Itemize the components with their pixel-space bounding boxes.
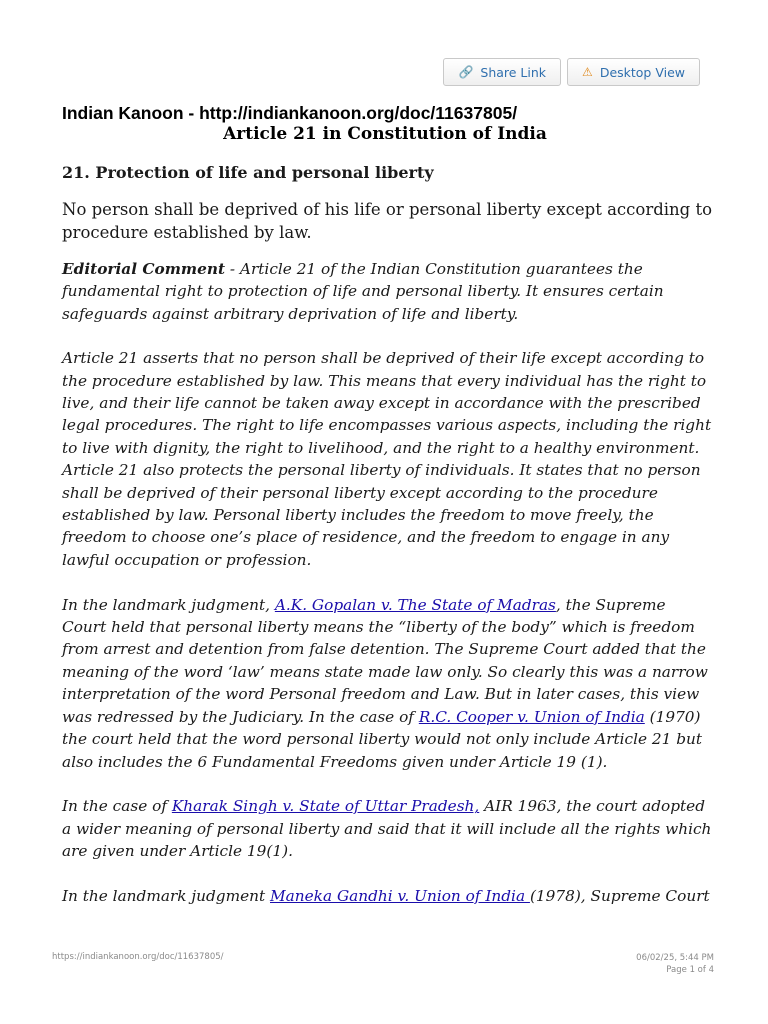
para4-text-b: AIR 1963, the court adopted a wider meaning of personal liberty and said that it will include all the rights which are given under Article 19(1). — [62, 797, 712, 861]
article-body — [62, 162, 714, 930]
footer-datetime: 06/02/25, 5:44 PM — [636, 953, 714, 963]
para5-text-b: (1978), Supreme Court — [529, 886, 710, 905]
editorial-comment — [62, 258, 714, 907]
share-link-label: Share Link — [480, 64, 547, 80]
document-title: Article 21 in Constitution of India — [223, 124, 547, 144]
paragraph-right-to-life: Article 21 asserts that no person shall be deprived of their life except according to the procedure established by law. This means that every individual has the right to live, and their life cannot be taken away except in accordance with the prescribed legal procedures. The right to life encompasses various aspects, including the right to live with dignity, the right to livelihood, and the right to a healthy environment. Article 21 also protects the personal liberty of individuals. It states that no person shall be deprived of their personal liberty except according to the procedure established by law. Personal liberty includes the freedom to move freely, the freedom to choose one’s place of residence, and the freedom to engage in any lawful occupation or profession. — [62, 349, 712, 569]
editorial-paragraph — [62, 258, 714, 325]
article-text: No person shall be deprived of his life or personal liberty except according to procedure established by law. — [62, 200, 713, 242]
warning-icon: ⚠ — [582, 65, 593, 79]
para3-text-c: (1970) the court held that the word personal liberty would not only include Article 21 but also includes the 6 Fundamental Freedoms given under Article 19 (1). — [62, 707, 703, 771]
section-heading: 21. Protection of life and personal liberty — [62, 163, 434, 182]
toolbar — [443, 58, 700, 86]
link-maneka-gandhi-case[interactable]: Maneka Gandhi v. Union of India — [270, 886, 530, 905]
site-title: Indian Kanoon - http://indiankanoon.org/doc/11637805/ — [62, 103, 518, 123]
footer-url: https://indiankanoon.org/doc/11637805/ — [52, 952, 224, 962]
para5-text-a: In the landmark judgment — [62, 886, 270, 905]
paragraph-kharak-singh — [62, 795, 714, 862]
para3-text-a: In the landmark judgment, — [62, 595, 275, 614]
link-cooper-case[interactable]: R.C. Cooper v. Union of India — [418, 707, 645, 726]
desktop-view-button[interactable] — [567, 58, 700, 86]
paragraph-gopalan — [62, 594, 714, 773]
footer-page-number: Page 1 of 4 — [666, 965, 714, 975]
editorial-label: Editorial Comment — [62, 260, 226, 278]
footer-meta — [636, 952, 714, 976]
desktop-view-label: Desktop View — [599, 64, 685, 80]
para3-text-b: , the Supreme Court held that personal liberty means the “liberty of the body” which is freedom from arrest and detention from false detention. The Supreme Court added that the meaning of the word ‘law’ means state made law only. So clearly this was a narrow interpretation of the word Personal freedom and Law. But in later cases, this view was redressed by the Judiciary. In the case of — [62, 595, 708, 726]
share-link-button[interactable] — [443, 58, 561, 86]
link-gopalan-case[interactable]: A.K. Gopalan v. The State of Madras — [274, 595, 556, 614]
link-kharak-singh-case[interactable]: Kharak Singh v. State of Uttar Pradesh, — [171, 797, 480, 816]
para4-text-a: In the case of — [62, 797, 172, 816]
editorial-text: - Article 21 of the Indian Constitution guarantees the fundamental right to protection of life and personal liberty. It ensures certain safeguards against arbitrary deprivation of life and liberty. — [62, 260, 664, 323]
link-icon: 🔗 — [458, 65, 474, 79]
paragraph-maneka-gandhi — [62, 885, 714, 907]
